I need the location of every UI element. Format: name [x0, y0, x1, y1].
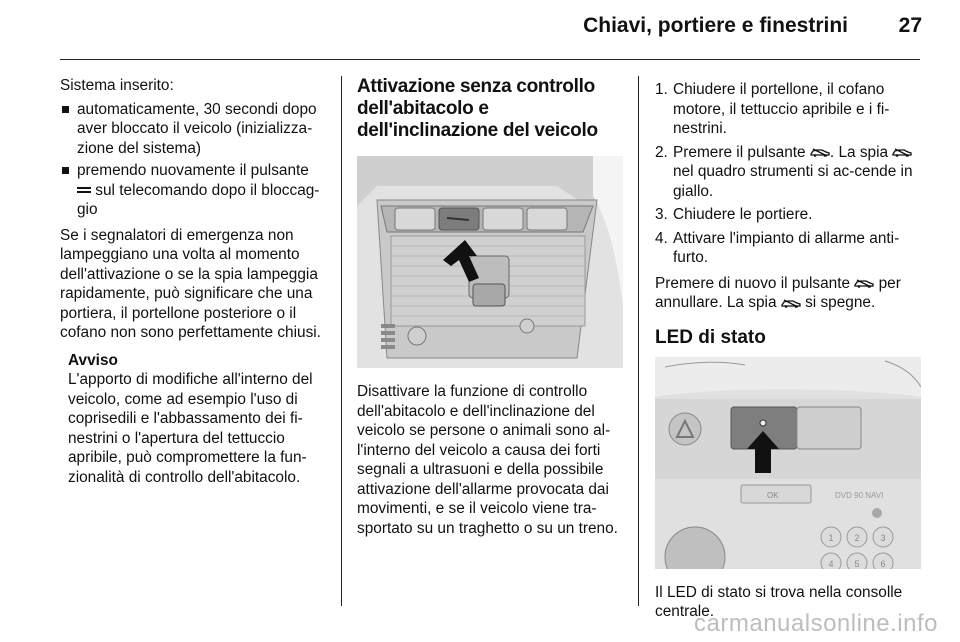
- watermark: carmanualsonline.info: [694, 610, 938, 637]
- column-2: [357, 76, 623, 538]
- page-header: [0, 0, 960, 60]
- svg-text:3: 3: [880, 532, 886, 543]
- intro-text: Sistema inserito:: [60, 77, 174, 94]
- ceiling-console-illustration: [357, 156, 623, 368]
- svg-text:5: 5: [854, 558, 860, 569]
- paragraph: Disattivare la funzione di controllo dell'abitacolo e dell'inclinazione del veicolo se persone o animali sono al-l'interno del veicolo a causa dei forti segnali a ultrasuoni e della possibile attivazione dell'allarme provocata dai movimenti, e se il veicolo viene tra-sportato su un traghetto o su un treno.: [357, 383, 618, 537]
- ok-label: OK: [767, 490, 779, 500]
- list-item: automaticamente, 30 secondi dopo aver bloccato il veicolo (inizializza-zione del sistema): [60, 100, 326, 159]
- car-tilt-icon: [892, 147, 912, 157]
- center-console-illustration: [655, 357, 921, 569]
- paragraph: Premere di nuovo il pulsante per annullare. La spia si spegne.: [655, 274, 901, 311]
- list-item: 2. Premere il pulsante . La spia nel quadro strumenti si ac-cende in giallo.: [655, 143, 913, 200]
- note-title: Avviso: [68, 351, 118, 369]
- bullet-icon: [62, 106, 69, 113]
- header-title: Chiavi, portiere e finestrini: [583, 14, 848, 37]
- note-text: L'apporto di modifiche all'interno del veicolo, come ad esempio l'uso di coprisedili e l'abbassamento dei fi-nestrini o l'apertura del tettuccio apribile, può compromettere la fun-zionalità di controllo dell'abitacolo.: [68, 371, 313, 486]
- ceiling-console-figure: [357, 156, 623, 368]
- column-divider-1: [341, 76, 342, 606]
- paragraph: Se i segnalatori di emergenza non lampeggiano una volta al momento dell'attivazione o se la spia lampeggia rapidamente, può significare che una portiera, il portellone posteriore o il cofano non sono perfettamente chiusi.: [60, 226, 321, 341]
- column-1: [60, 76, 326, 487]
- svg-text:6: 6: [880, 558, 886, 569]
- car-tilt-icon: [854, 278, 874, 288]
- steps-list: [655, 80, 921, 268]
- lock-button-icon: [77, 185, 91, 195]
- section-heading: Attivazione senza controllo dell'abitacolo e dell'inclinazione del veicolo: [357, 76, 598, 141]
- header-divider: [60, 59, 920, 60]
- car-tilt-icon: [810, 147, 830, 157]
- svg-text:2: 2: [854, 532, 860, 543]
- svg-text:4: 4: [828, 558, 834, 569]
- list-item: 3. Chiudere le portiere.: [655, 206, 813, 223]
- column-divider-2: [638, 76, 639, 606]
- list-item: 1. Chiudere il portellone, il cofano motore, il tettuccio apribile e i fi-nestrini.: [655, 81, 890, 137]
- list-item: premendo nuovamente il pulsante sul telecomando dopo il bloccag-gio: [60, 161, 326, 220]
- svg-text:1: 1: [828, 532, 834, 543]
- section-heading: LED di stato: [655, 326, 766, 348]
- bullet-list: [60, 100, 326, 220]
- car-tilt-icon: [781, 298, 801, 308]
- status-led-figure: [655, 357, 921, 569]
- bullet-icon: [62, 167, 69, 174]
- figure-caption: Il LED di stato si trova nella consolle centrale.: [655, 583, 903, 620]
- dvd-label: DVD 90 NAVI: [835, 490, 884, 500]
- page-number: 27: [898, 14, 922, 37]
- list-item: 4. Attivare l'impianto di allarme anti-furto.: [655, 229, 900, 266]
- column-3: [655, 76, 921, 622]
- note-box: [68, 351, 326, 488]
